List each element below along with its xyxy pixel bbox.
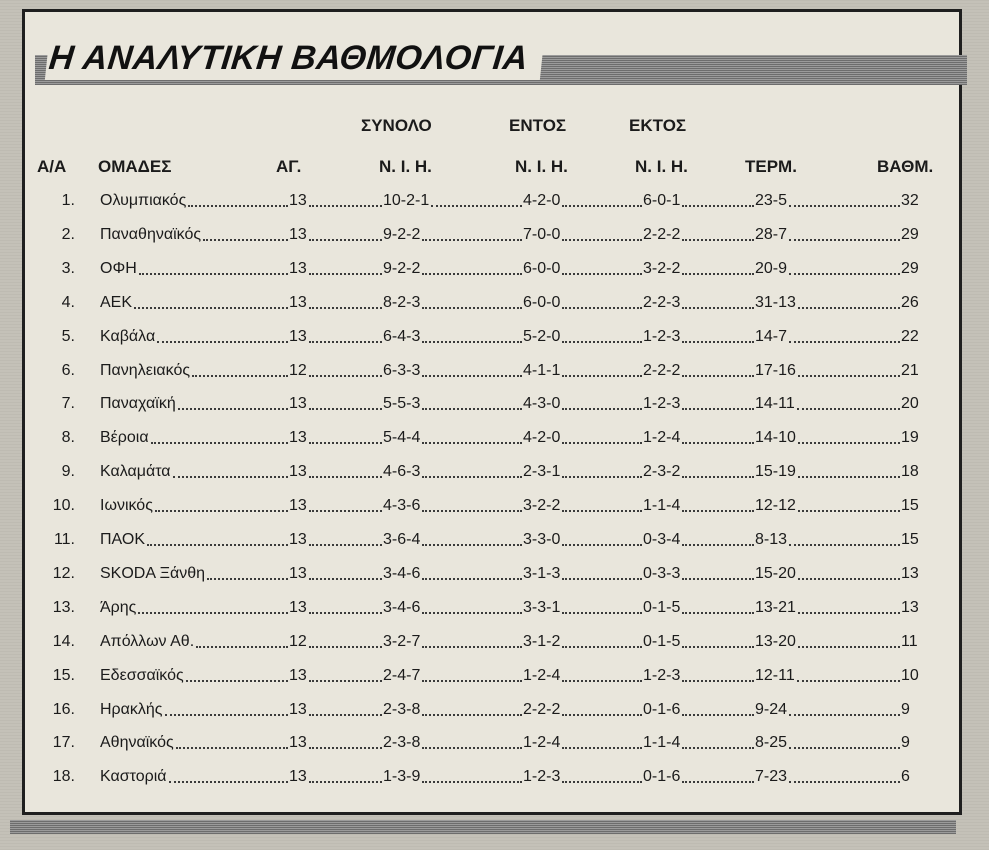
leader-dots xyxy=(309,273,382,275)
page-title: Η ΑΝΑΛΥΤΙΚΗ ΒΑΘΜΟΛΟΓΙΑ xyxy=(45,39,544,80)
team-name-cell: Ολυμπιακός xyxy=(100,192,187,209)
leader-dots xyxy=(176,747,288,749)
leader-dots xyxy=(422,781,522,783)
goals-cell: 14-10 xyxy=(755,429,796,447)
leader-dots xyxy=(169,781,289,783)
position-cell: 18. xyxy=(52,768,75,786)
leader-dots xyxy=(798,375,900,377)
leader-dots xyxy=(682,273,754,275)
points-cell: 29 xyxy=(901,225,919,243)
leader-dots xyxy=(178,408,288,410)
leader-dots xyxy=(562,408,642,410)
leader-dots xyxy=(798,646,900,648)
leader-dots xyxy=(309,510,382,512)
leader-dots xyxy=(798,442,900,444)
header-goals: ΤΕΡΜ. xyxy=(745,157,797,176)
table-row xyxy=(25,528,959,552)
position-cell: 1. xyxy=(61,192,75,209)
header-points: ΒΑΘΜ. xyxy=(877,157,934,176)
goals-cell: 31-13 xyxy=(755,293,796,311)
played-cell: 13 xyxy=(289,259,307,277)
total-record-cell: 5-4-4 xyxy=(383,429,421,447)
home-record-cell: 3-3-1 xyxy=(523,598,561,616)
away-record-cell: 2-3-2 xyxy=(643,463,681,481)
total-record-cell: 2-4-7 xyxy=(383,666,421,684)
played-cell: 12 xyxy=(289,632,307,650)
points-cell: 18 xyxy=(901,463,919,481)
column-headers xyxy=(25,157,959,179)
leader-dots xyxy=(422,341,522,343)
table-row xyxy=(25,460,959,484)
leader-dots xyxy=(422,612,522,614)
points-cell: 22 xyxy=(901,327,919,345)
leader-dots xyxy=(309,646,382,648)
leader-dots xyxy=(157,341,288,343)
leader-dots xyxy=(682,375,754,377)
points-cell: 10 xyxy=(901,666,919,684)
leader-dots xyxy=(682,578,754,580)
team-name-cell: Πανηλειακός xyxy=(100,361,191,379)
team-name-cell: Καστοριά xyxy=(100,768,167,786)
team-name-cell: SKODA Ξάνθη xyxy=(100,564,206,582)
home-record-cell: 2-3-1 xyxy=(523,463,561,481)
leader-dots xyxy=(562,205,642,207)
group-header-total: ΣΥΝΟΛΟ xyxy=(361,116,432,135)
team-name-cell: Βέροια xyxy=(100,429,149,447)
leader-dots xyxy=(682,205,754,207)
played-cell: 13 xyxy=(289,497,307,515)
team-name-cell: Άρης xyxy=(100,598,137,616)
away-record-cell: 1-1-4 xyxy=(643,734,681,752)
total-record-cell: 4-3-6 xyxy=(383,497,421,515)
position-cell: 10. xyxy=(52,497,75,515)
table-row xyxy=(25,392,959,416)
table-row xyxy=(25,664,959,688)
goals-cell: 8-13 xyxy=(755,531,788,548)
table-row xyxy=(25,630,959,654)
leader-dots xyxy=(682,239,754,241)
team-name-cell: Καβάλα xyxy=(100,327,156,345)
goals-cell: 17-16 xyxy=(755,361,796,379)
points-cell: 19 xyxy=(901,429,919,447)
team-name-cell: Απόλλων Αθ. xyxy=(100,632,195,650)
leader-dots xyxy=(309,341,382,343)
points-cell: 26 xyxy=(901,293,919,311)
leader-dots xyxy=(562,307,642,309)
points-cell: 15 xyxy=(901,497,919,515)
home-record-cell: 2-2-2 xyxy=(523,700,561,718)
position-cell: 15. xyxy=(52,666,75,684)
table-row xyxy=(25,562,959,586)
away-record-cell: 0-1-6 xyxy=(643,768,681,786)
header-home-nih: Ν. Ι. Η. xyxy=(515,157,568,176)
team-name-cell: ΠΑΟΚ xyxy=(100,531,146,548)
leader-dots xyxy=(192,375,288,377)
points-cell: 9 xyxy=(901,700,910,718)
leader-dots xyxy=(309,239,382,241)
leader-dots xyxy=(798,307,900,309)
team-name-cell: Παναθηναϊκός xyxy=(100,225,202,243)
away-record-cell: 1-2-3 xyxy=(643,666,681,684)
leader-dots xyxy=(789,341,900,343)
points-cell: 13 xyxy=(901,598,919,616)
leader-dots xyxy=(562,747,642,749)
played-cell: 13 xyxy=(289,666,307,684)
leader-dots xyxy=(682,341,754,343)
leader-dots xyxy=(682,747,754,749)
home-record-cell: 7-0-0 xyxy=(523,225,561,243)
away-record-cell: 1-2-4 xyxy=(643,429,681,447)
home-record-cell: 3-2-2 xyxy=(523,497,561,515)
played-cell: 13 xyxy=(289,429,307,447)
leader-dots xyxy=(138,612,288,614)
leader-dots xyxy=(309,747,382,749)
header-away-nih: Ν. Ι. Η. xyxy=(635,157,688,176)
leader-dots xyxy=(562,612,642,614)
leader-dots xyxy=(422,442,522,444)
table-row xyxy=(25,698,959,722)
position-cell: 2. xyxy=(61,225,75,243)
total-record-cell: 10-2-1 xyxy=(383,192,430,209)
header-total-nih: Ν. Ι. Η. xyxy=(379,157,432,176)
leader-dots xyxy=(562,714,642,716)
leader-dots xyxy=(682,442,754,444)
team-name-cell: Αθηναϊκός xyxy=(100,734,174,752)
position-cell: 3. xyxy=(61,259,75,277)
table-row xyxy=(25,731,959,755)
leader-dots xyxy=(682,510,754,512)
leader-dots xyxy=(682,408,754,410)
leader-dots xyxy=(562,341,642,343)
goals-cell: 20-9 xyxy=(755,259,788,277)
away-record-cell: 0-1-5 xyxy=(643,598,681,616)
leader-dots xyxy=(562,239,642,241)
position-cell: 16. xyxy=(52,700,75,718)
played-cell: 13 xyxy=(289,192,307,209)
points-cell: 21 xyxy=(901,361,919,379)
leader-dots xyxy=(562,510,642,512)
position-cell: 7. xyxy=(61,395,75,413)
position-cell: 12. xyxy=(52,564,75,582)
leader-dots xyxy=(309,781,382,783)
position-cell: 8. xyxy=(61,429,75,447)
table-row xyxy=(25,325,959,349)
away-record-cell: 2-2-2 xyxy=(643,225,681,243)
table-row xyxy=(25,223,959,247)
bottom-band xyxy=(10,820,956,834)
points-cell: 29 xyxy=(901,259,919,277)
home-record-cell: 3-1-2 xyxy=(523,632,561,650)
total-record-cell: 3-4-6 xyxy=(383,564,421,582)
position-cell: 11. xyxy=(53,531,75,548)
header-played: ΑΓ. xyxy=(276,157,302,176)
goals-cell: 14-11 xyxy=(755,395,795,413)
leader-dots xyxy=(562,646,642,648)
total-record-cell: 4-6-3 xyxy=(383,463,421,481)
leader-dots xyxy=(309,680,382,682)
leader-dots xyxy=(562,544,642,546)
leader-dots xyxy=(562,442,642,444)
leader-dots xyxy=(422,646,522,648)
total-record-cell: 8-2-3 xyxy=(383,293,421,311)
goals-cell: 7-23 xyxy=(755,768,788,786)
leader-dots xyxy=(682,544,754,546)
home-record-cell: 6-0-0 xyxy=(523,293,561,311)
leader-dots xyxy=(309,612,382,614)
goals-cell: 13-21 xyxy=(755,598,796,616)
played-cell: 13 xyxy=(289,531,307,548)
goals-cell: 12-11 xyxy=(755,666,795,684)
leader-dots xyxy=(789,544,900,546)
table-row xyxy=(25,359,959,383)
total-record-cell: 1-3-9 xyxy=(383,768,421,786)
home-record-cell: 5-2-0 xyxy=(523,327,561,345)
away-record-cell: 3-2-2 xyxy=(643,259,681,277)
leader-dots xyxy=(798,578,900,580)
leader-dots xyxy=(186,680,288,682)
leader-dots xyxy=(309,205,382,207)
total-record-cell: 2-3-8 xyxy=(383,734,421,752)
leader-dots xyxy=(309,544,382,546)
leader-dots xyxy=(422,680,522,682)
table-row xyxy=(25,494,959,518)
away-record-cell: 2-2-3 xyxy=(643,293,681,311)
total-record-cell: 9-2-2 xyxy=(383,225,421,243)
away-record-cell: 6-0-1 xyxy=(643,192,681,209)
team-name-cell: Εδεσσαϊκός xyxy=(100,666,184,684)
home-record-cell: 4-3-0 xyxy=(523,395,561,413)
leader-dots xyxy=(309,714,382,716)
leader-dots xyxy=(151,442,288,444)
table-row xyxy=(25,426,959,450)
leader-dots xyxy=(562,375,642,377)
goals-cell: 12-12 xyxy=(755,497,796,515)
points-cell: 32 xyxy=(901,192,919,209)
table-row xyxy=(25,765,959,789)
leader-dots xyxy=(562,476,642,478)
position-cell: 4. xyxy=(61,293,75,311)
played-cell: 13 xyxy=(289,463,307,481)
played-cell: 13 xyxy=(289,564,307,582)
leader-dots xyxy=(682,680,754,682)
leader-dots xyxy=(422,510,522,512)
away-record-cell: 0-1-6 xyxy=(643,700,681,718)
leader-dots xyxy=(682,781,754,783)
team-name-cell: ΑΕΚ xyxy=(100,293,133,311)
leader-dots xyxy=(309,408,382,410)
away-record-cell: 1-2-3 xyxy=(643,327,681,345)
team-name-cell: Ηρακλής xyxy=(100,700,163,718)
points-cell: 15 xyxy=(901,531,919,548)
goals-cell: 28-7 xyxy=(755,225,788,243)
leader-dots xyxy=(562,781,642,783)
total-record-cell: 6-4-3 xyxy=(383,327,421,345)
leader-dots xyxy=(789,273,900,275)
leader-dots xyxy=(797,680,900,682)
played-cell: 13 xyxy=(289,768,307,786)
leader-dots xyxy=(431,205,522,207)
position-cell: 9. xyxy=(61,463,75,481)
home-record-cell: 4-2-0 xyxy=(523,192,561,209)
home-record-cell: 3-3-0 xyxy=(523,531,561,548)
leader-dots xyxy=(797,408,900,410)
leader-dots xyxy=(134,307,288,309)
leader-dots xyxy=(422,747,522,749)
leader-dots xyxy=(196,646,288,648)
total-record-cell: 3-2-7 xyxy=(383,632,421,650)
played-cell: 13 xyxy=(289,293,307,311)
goals-cell: 8-25 xyxy=(755,734,788,752)
leader-dots xyxy=(309,442,382,444)
played-cell: 12 xyxy=(289,361,307,379)
total-record-cell: 6-3-3 xyxy=(383,361,421,379)
position-cell: 17. xyxy=(52,734,75,752)
points-cell: 20 xyxy=(901,395,919,413)
home-record-cell: 1-2-4 xyxy=(523,666,561,684)
leader-dots xyxy=(309,578,382,580)
total-record-cell: 3-4-6 xyxy=(383,598,421,616)
position-cell: 13. xyxy=(52,598,75,616)
home-record-cell: 1-2-3 xyxy=(523,768,561,786)
played-cell: 13 xyxy=(289,327,307,345)
leader-dots xyxy=(682,307,754,309)
points-cell: 13 xyxy=(901,564,919,582)
header-pos: Α/Α xyxy=(37,157,67,176)
leader-dots xyxy=(422,307,522,309)
leader-dots xyxy=(422,544,522,546)
goals-cell: 13-20 xyxy=(755,632,796,650)
leader-dots xyxy=(562,273,642,275)
leader-dots xyxy=(798,476,900,478)
leader-dots xyxy=(562,680,642,682)
home-record-cell: 6-0-0 xyxy=(523,259,561,277)
points-cell: 11 xyxy=(901,632,918,650)
goals-cell: 15-20 xyxy=(755,564,796,582)
leader-dots xyxy=(682,646,754,648)
away-record-cell: 1-1-4 xyxy=(643,497,681,515)
leader-dots xyxy=(422,476,522,478)
position-cell: 5. xyxy=(61,327,75,345)
played-cell: 13 xyxy=(289,734,307,752)
leader-dots xyxy=(789,239,900,241)
away-record-cell: 0-3-3 xyxy=(643,564,681,582)
header-team: ΟΜΑΔΕΣ xyxy=(98,157,172,176)
leader-dots xyxy=(207,578,288,580)
standings-box xyxy=(22,9,962,815)
played-cell: 13 xyxy=(289,225,307,243)
leader-dots xyxy=(562,578,642,580)
total-record-cell: 5-5-3 xyxy=(383,395,421,413)
leader-dots xyxy=(789,781,900,783)
leader-dots xyxy=(147,544,288,546)
leader-dots xyxy=(309,307,382,309)
leader-dots xyxy=(422,239,522,241)
away-record-cell: 2-2-2 xyxy=(643,361,681,379)
leader-dots xyxy=(789,747,900,749)
leader-dots xyxy=(798,612,900,614)
position-cell: 6. xyxy=(61,361,75,379)
leader-dots xyxy=(309,476,382,478)
table-row xyxy=(25,291,959,315)
away-record-cell: 0-1-5 xyxy=(643,632,681,650)
goals-cell: 14-7 xyxy=(755,327,788,345)
position-cell: 14. xyxy=(52,632,75,650)
leader-dots xyxy=(682,476,754,478)
leader-dots xyxy=(682,714,754,716)
home-record-cell: 4-1-1 xyxy=(523,361,561,379)
played-cell: 13 xyxy=(289,598,307,616)
team-name-cell: ΟΦΗ xyxy=(100,259,137,277)
table-row xyxy=(25,257,959,281)
goals-cell: 9-24 xyxy=(755,700,788,718)
leader-dots xyxy=(422,273,522,275)
leader-dots xyxy=(309,375,382,377)
leader-dots xyxy=(422,408,522,410)
total-record-cell: 3-6-4 xyxy=(383,531,421,548)
leader-dots xyxy=(173,476,288,478)
leader-dots xyxy=(203,239,288,241)
total-record-cell: 9-2-2 xyxy=(383,259,421,277)
played-cell: 13 xyxy=(289,700,307,718)
team-name-cell: Παναχαϊκή xyxy=(100,395,176,413)
leader-dots xyxy=(155,510,288,512)
goals-cell: 15-19 xyxy=(755,463,796,481)
table-row xyxy=(25,189,959,213)
leader-dots xyxy=(798,510,900,512)
leader-dots xyxy=(165,714,288,716)
leader-dots xyxy=(422,578,522,580)
home-record-cell: 4-2-0 xyxy=(523,429,561,447)
away-record-cell: 1-2-3 xyxy=(643,395,681,413)
team-name-cell: Καλαμάτα xyxy=(100,463,171,481)
leader-dots xyxy=(422,375,522,377)
table-row xyxy=(25,596,959,620)
played-cell: 13 xyxy=(289,395,307,413)
home-record-cell: 3-1-3 xyxy=(523,564,561,582)
group-header-home: ΕΝΤΟΣ xyxy=(509,116,567,135)
team-name-cell: Ιωνικός xyxy=(100,497,153,515)
leader-dots xyxy=(682,612,754,614)
leader-dots xyxy=(188,205,288,207)
group-header-away: ΕΚΤΟΣ xyxy=(629,116,687,135)
points-cell: 9 xyxy=(901,734,910,752)
home-record-cell: 1-2-4 xyxy=(523,734,561,752)
goals-cell: 23-5 xyxy=(755,192,788,209)
column-group-headers xyxy=(25,116,959,136)
leader-dots xyxy=(422,714,522,716)
away-record-cell: 0-3-4 xyxy=(643,531,681,548)
total-record-cell: 2-3-8 xyxy=(383,700,421,718)
leader-dots xyxy=(789,714,900,716)
leader-dots xyxy=(139,273,288,275)
leader-dots xyxy=(789,205,900,207)
points-cell: 6 xyxy=(901,768,910,786)
